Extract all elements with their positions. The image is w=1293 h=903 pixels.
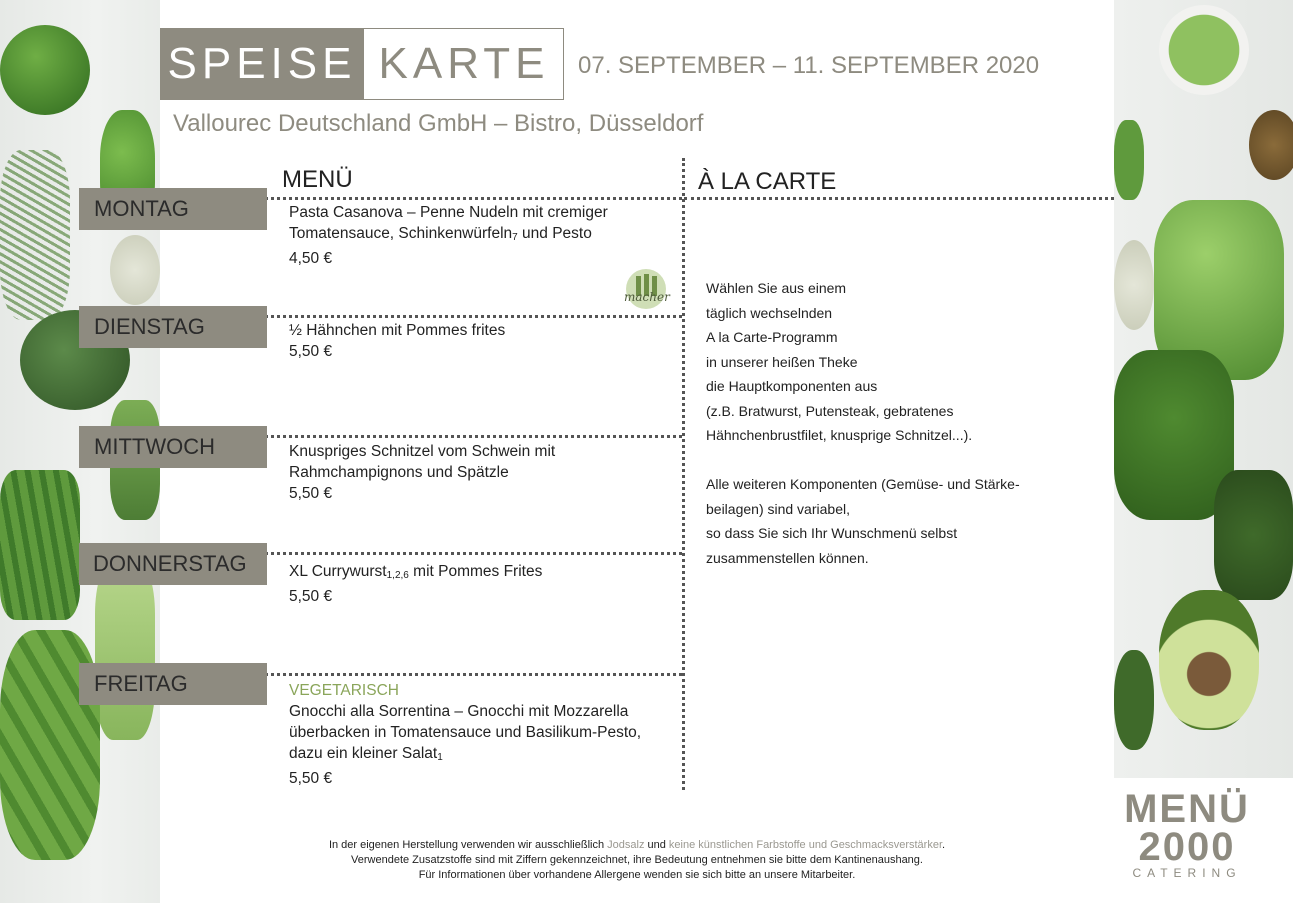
title-speise: SPEISE bbox=[160, 28, 364, 100]
menu2000-logo bbox=[1117, 787, 1257, 880]
day-label-donnerstag: DONNERSTAG bbox=[79, 543, 267, 585]
meal-line: Knuspriges Schnitzel vom Schwein mit bbox=[289, 443, 556, 460]
footer-line: Verwendete Zusatzstoffe sind mit Ziffern gekennzeichnet, ihre Bedeutung entnehmen sie bitte dem Kantinenaushang. bbox=[351, 854, 923, 866]
a-la-carte-description bbox=[706, 276, 1066, 570]
additive-number: 7 bbox=[512, 232, 518, 243]
meal-price: 5,50 € bbox=[289, 343, 333, 360]
footer-notes bbox=[160, 838, 1114, 883]
meal-dienstag bbox=[289, 320, 679, 362]
badge-text: macher bbox=[624, 290, 670, 304]
meal-line: dazu ein kleiner Salat$_1$ bbox=[289, 745, 443, 763]
dotted-line-dienstag bbox=[240, 315, 682, 318]
meal-freitag bbox=[289, 680, 679, 789]
meal-line: überbacken in Tomatensauce und Basilikum-Pesto, bbox=[289, 724, 642, 741]
column-heading-menu: MENÜ bbox=[282, 166, 353, 193]
logo-text-menu: MENÜ bbox=[1124, 787, 1250, 831]
carte-line: täglich wechselnden bbox=[706, 304, 833, 321]
dotted-line-montag bbox=[240, 197, 682, 200]
carte-line: A la Carte-Programm bbox=[706, 329, 838, 345]
dotted-line-carte bbox=[684, 197, 1114, 200]
dotted-line-mittwoch bbox=[240, 435, 682, 438]
company-name: Vallourec Deutschland GmbH – Bistro, Düsseldorf bbox=[173, 110, 704, 137]
meal-montag bbox=[289, 202, 679, 269]
carte-line: Hähnchenbrustfilet, knusprige Schnitzel...). bbox=[706, 427, 973, 443]
additive-number: 1,2,6 bbox=[386, 570, 409, 581]
carte-line: so dass Sie sich Ihr Wunschmenü selbst bbox=[706, 525, 958, 541]
column-heading-a-la-carte: À LA CARTE bbox=[698, 168, 837, 195]
vegetarian-tag: VEGETARISCH bbox=[289, 682, 399, 699]
title-karte: KARTE bbox=[378, 39, 550, 88]
carte-line: Wählen Sie aus einem bbox=[706, 280, 847, 296]
footer-line: Für Informationen über vorhandene Allergene wenden sie sich bitte an unsere Mitarbeiter. bbox=[418, 869, 856, 881]
carte-line: beilagen) sind variabel, bbox=[706, 500, 850, 517]
dotted-line-donnerstag bbox=[240, 552, 682, 555]
dotted-line-freitag bbox=[240, 673, 682, 676]
logo-text-2000: 2000 bbox=[1138, 825, 1236, 869]
carte-line: zusammenstellen können. bbox=[706, 549, 869, 566]
day-label-dienstag: DIENSTAG bbox=[79, 306, 267, 348]
column-divider bbox=[682, 158, 685, 790]
carte-line: (z.B. Bratwurst, Putensteak, gebratenes bbox=[706, 402, 954, 419]
footer-line: In der eigenen Herstellung verwenden wir ausschließlich Jodsalz und keine künstlichen Farbstoffe und Geschmacksverstärker. bbox=[328, 839, 946, 851]
day-label-freitag: FREITAG bbox=[79, 663, 267, 705]
meal-line: Rahmchampignons und Spätzle bbox=[289, 464, 509, 481]
meal-price: 4,50 € bbox=[289, 250, 333, 267]
vegetable-photo-right bbox=[1114, 0, 1293, 778]
meal-price: 5,50 € bbox=[289, 770, 333, 787]
carte-line: in unserer heißen Theke bbox=[706, 353, 858, 370]
date-range: 07. SEPTEMBER – 11. SEPTEMBER 2020 bbox=[578, 52, 1040, 79]
meal-line: Tomatensauce, Schinkenwürfeln$_7$ und Pesto bbox=[289, 225, 592, 243]
logo-text-catering: CATERING bbox=[1132, 866, 1242, 880]
day-label-mittwoch: MITTWOCH bbox=[79, 426, 267, 468]
carte-line: die Hauptkomponenten aus bbox=[706, 378, 878, 394]
meal-donnerstag bbox=[289, 561, 679, 607]
meal-price: 5,50 € bbox=[289, 588, 333, 605]
meal-line: Pasta Casanova – Penne Nudeln mit cremiger bbox=[289, 204, 608, 221]
meal-price: 5,50 € bbox=[289, 485, 333, 502]
day-label-montag: MONTAG bbox=[79, 188, 267, 230]
meal-line: XL Currywurst$_{1,2,6}$ mit Pommes Frites bbox=[289, 563, 543, 581]
additive-number: 1 bbox=[437, 752, 443, 763]
meal-line: Gnocchi alla Sorrentina – Gnocchi mit Mozzarella bbox=[289, 703, 629, 720]
macher-badge bbox=[622, 268, 670, 310]
meal-line: ½ Hähnchen mit Pommes frites bbox=[289, 322, 506, 339]
carte-line: Alle weiteren Komponenten (Gemüse- und Stärke- bbox=[706, 476, 1020, 492]
meal-mittwoch bbox=[289, 441, 679, 504]
